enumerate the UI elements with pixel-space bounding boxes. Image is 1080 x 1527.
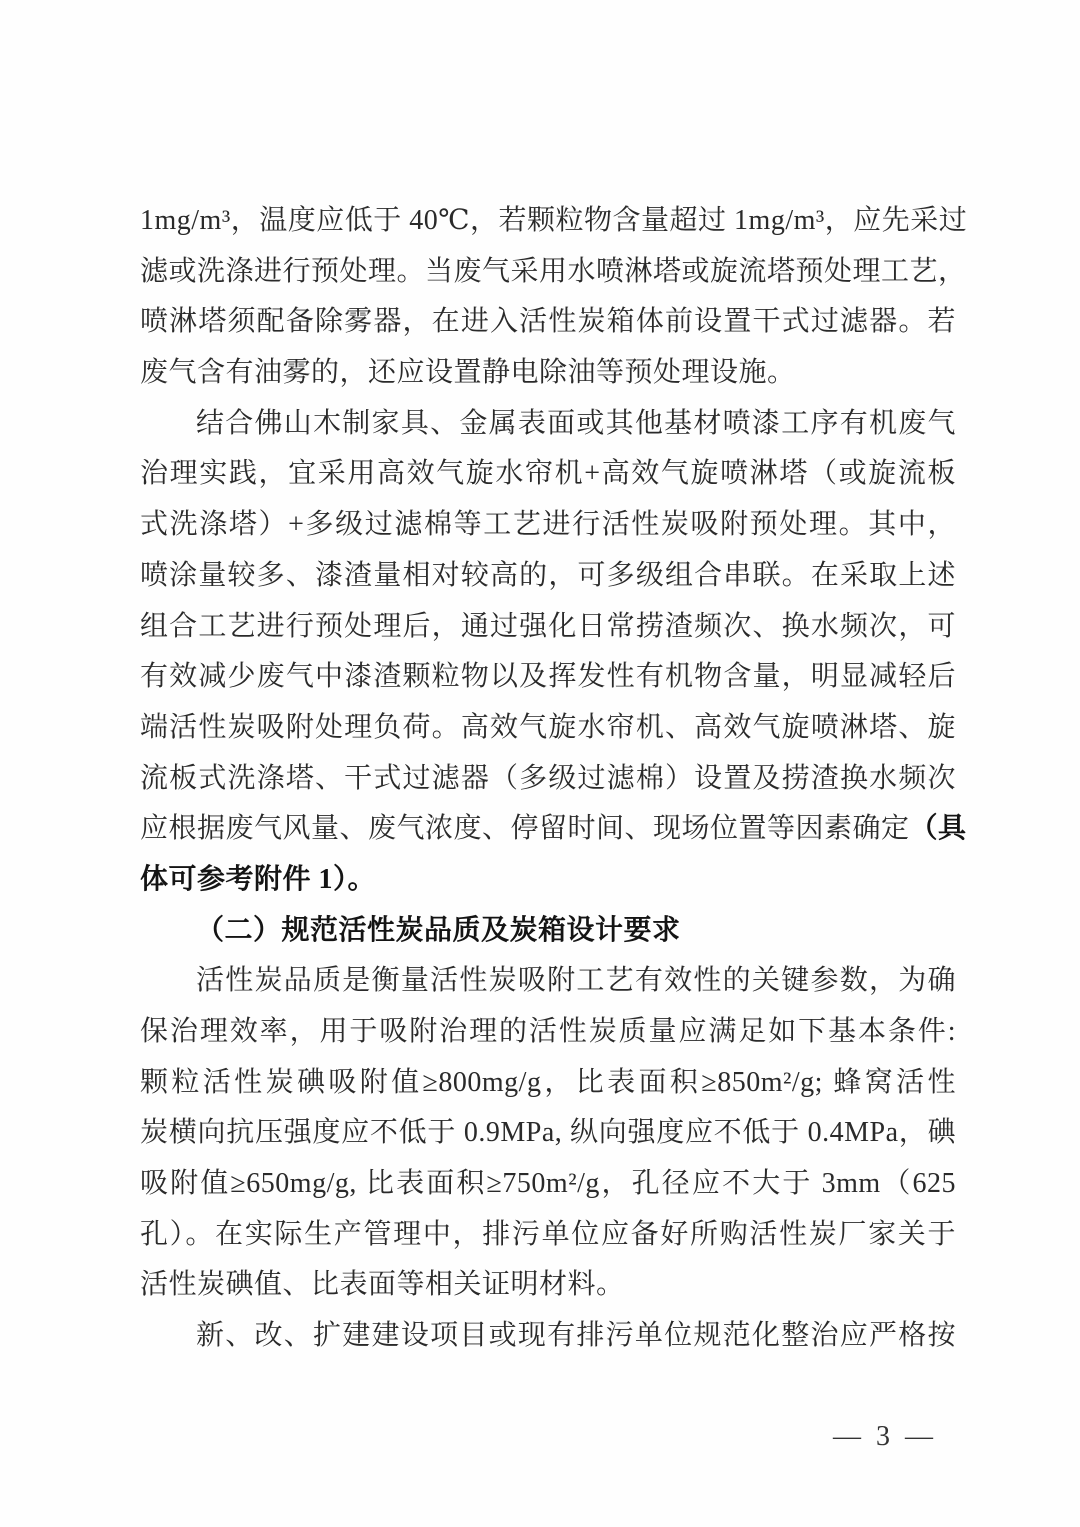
text-line: 式洗涤塔）+多级过滤棉等工艺进行活性炭吸附预处理。其中， bbox=[140, 509, 956, 541]
text-line-paragraph-start: 新、改、扩建建设项目或现有排污单位规范化整治应严格按 bbox=[196, 1320, 956, 1352]
text-line: 流板式洗涤塔、干式过滤器（多级过滤棉）设置及捞渣换水频次 bbox=[140, 762, 956, 794]
text-line: 喷涂量较多、漆渣量相对较高的，可多级组合串联。在采取上述 bbox=[140, 559, 956, 591]
text-line: 喷淋塔须配备除雾器，在进入活性炭箱体前设置干式过滤器。若 bbox=[140, 306, 956, 338]
text-line: 1mg/m³，温度应低于 40℃，若颗粒物含量超过 1mg/m³，应先采过 bbox=[140, 205, 968, 236]
text-line-paragraph-end: 活性炭碘值、比表面等相关证明材料。 bbox=[140, 1269, 625, 1301]
text-line-mixed-bold bbox=[140, 804, 967, 855]
text-line-paragraph-start: 结合佛山木制家具、金属表面或其他基材喷漆工序有机废气 bbox=[196, 407, 956, 439]
text-line: 炭横向抗压强度应不低于 0.9MPa, 纵向强度应不低于 0.4MPa，碘 bbox=[140, 1117, 956, 1149]
text-line: 吸附值≥650mg/g, 比表面积≥750m²/g，孔径应不大于 3mm（625 bbox=[140, 1168, 956, 1200]
bold-text-segment: （具 bbox=[909, 813, 967, 845]
section-heading: （二）规范活性炭品质及炭箱设计要求 bbox=[196, 914, 681, 946]
text-line: 颗粒活性炭碘吸附值≥800mg/g，比表面积≥850m²/g; 蜂窝活性 bbox=[140, 1066, 956, 1098]
text-line: 治理实践，宜采用高效气旋水帘机+高效气旋喷淋塔（或旋流板 bbox=[140, 458, 956, 490]
text-line: 保治理效率，用于吸附治理的活性炭质量应满足如下基本条件: bbox=[140, 1016, 956, 1047]
text-segment: 应根据废气风量、废气浓度、停留时间、现场位置等因素确定 bbox=[140, 813, 910, 845]
text-line: 孔）。在实际生产管理中，排污单位应备好所购活性炭厂家关于 bbox=[140, 1218, 956, 1250]
body-text bbox=[140, 196, 968, 1362]
text-line: 端活性炭吸附处理负荷。高效气旋水帘机、高效气旋喷淋塔、旋 bbox=[140, 711, 956, 743]
text-line-paragraph-end: 废气含有油雾的，还应设置静电除油等预处理设施。 bbox=[140, 357, 796, 389]
text-line: 滤或洗涤进行预处理。当废气采用水喷淋塔或旋流塔预处理工艺， bbox=[140, 255, 967, 287]
text-line: 组合工艺进行预处理后，通过强化日常捞渣频次、换水频次，可 bbox=[140, 610, 956, 642]
bold-text-line-paragraph-end: 体可参考附件 1）。 bbox=[140, 863, 377, 895]
page-number: — 3 — bbox=[833, 1421, 937, 1452]
text-line-paragraph-start: 活性炭品质是衡量活性炭吸附工艺有效性的关键参数，为确 bbox=[196, 965, 956, 997]
text-line: 有效减少废气中漆渣颗粒物以及挥发性有机物含量，明显减轻后 bbox=[140, 661, 956, 693]
